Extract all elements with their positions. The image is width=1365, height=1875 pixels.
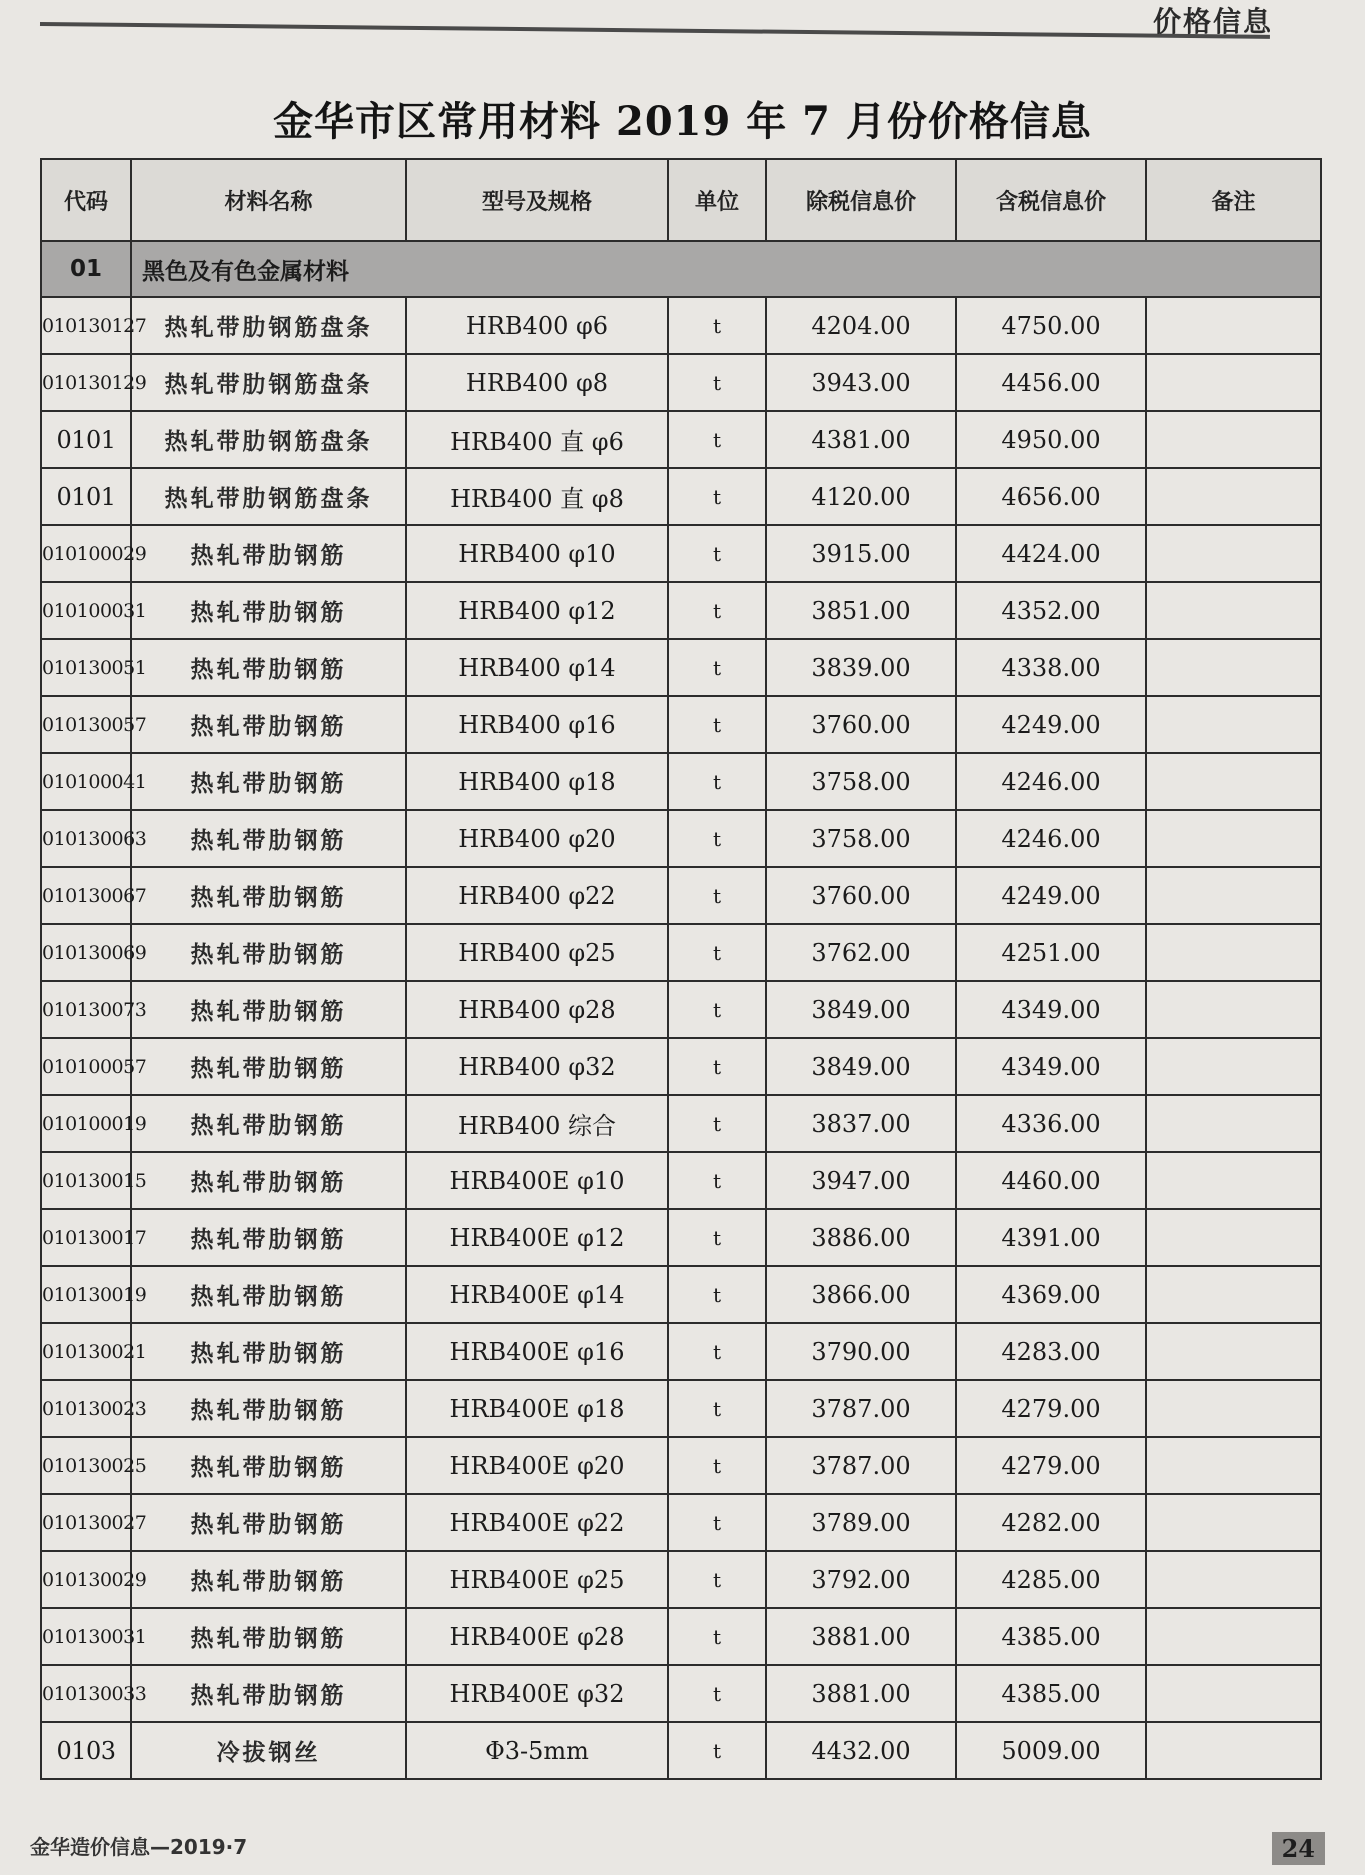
name-cell: 热轧带肋钢筋: [131, 810, 406, 867]
incl-tax-price-cell: 4456.00: [956, 354, 1146, 411]
category-name: 黑色及有色金属材料: [131, 241, 1321, 297]
unit-cell: t: [668, 1551, 766, 1608]
name-cell: 热轧带肋钢筋: [131, 1437, 406, 1494]
note-cell: [1146, 1095, 1321, 1152]
incl-tax-price-cell: 4950.00: [956, 411, 1146, 468]
pre-tax-price-cell: 3758.00: [766, 810, 956, 867]
unit-cell: t: [668, 297, 766, 354]
code-cell: 010130033: [41, 1665, 131, 1722]
code-cell: 010130015: [41, 1152, 131, 1209]
note-cell: [1146, 924, 1321, 981]
name-cell: 热轧带肋钢筋: [131, 1665, 406, 1722]
code-cell: 010100057: [41, 1038, 131, 1095]
unit-cell: t: [668, 1095, 766, 1152]
incl-tax-price-cell: 4656.00: [956, 468, 1146, 525]
name-cell: 热轧带肋钢筋: [131, 924, 406, 981]
note-cell: [1146, 354, 1321, 411]
spec-cell: HRB400 直 φ8: [406, 468, 668, 525]
name-cell: 热轧带肋钢筋盘条: [131, 297, 406, 354]
pre-tax-price-cell: 3947.00: [766, 1152, 956, 1209]
spec-cell: HRB400E φ20: [406, 1437, 668, 1494]
column-header-code: 代码: [41, 159, 131, 241]
name-cell: 热轧带肋钢筋: [131, 582, 406, 639]
note-cell: [1146, 696, 1321, 753]
pre-tax-price-cell: 3760.00: [766, 867, 956, 924]
spec-cell: HRB400E φ32: [406, 1665, 668, 1722]
unit-cell: t: [668, 582, 766, 639]
name-cell: 热轧带肋钢筋: [131, 753, 406, 810]
table-row: [41, 1722, 1321, 1779]
unit-cell: t: [668, 924, 766, 981]
name-cell: 热轧带肋钢筋: [131, 696, 406, 753]
unit-cell: t: [668, 1722, 766, 1779]
name-cell: 热轧带肋钢筋: [131, 1038, 406, 1095]
note-cell: [1146, 582, 1321, 639]
table-row: [41, 525, 1321, 582]
unit-cell: t: [668, 696, 766, 753]
name-cell: 冷拔钢丝: [131, 1722, 406, 1779]
code-cell: 010130031: [41, 1608, 131, 1665]
pre-tax-price-cell: 4432.00: [766, 1722, 956, 1779]
pre-tax-price-cell: 3881.00: [766, 1665, 956, 1722]
code-cell: 0101: [41, 411, 131, 468]
note-cell: [1146, 1323, 1321, 1380]
code-cell: 010130127: [41, 297, 131, 354]
column-header-note: 备注: [1146, 159, 1321, 241]
pre-tax-price-cell: 4120.00: [766, 468, 956, 525]
incl-tax-price-cell: 4282.00: [956, 1494, 1146, 1551]
spec-cell: HRB400E φ18: [406, 1380, 668, 1437]
unit-cell: t: [668, 753, 766, 810]
unit-cell: t: [668, 1494, 766, 1551]
spec-cell: HRB400 φ18: [406, 753, 668, 810]
spec-cell: HRB400E φ10: [406, 1152, 668, 1209]
table-row: [41, 297, 1321, 354]
pre-tax-price-cell: 3915.00: [766, 525, 956, 582]
pre-tax-price-cell: 3851.00: [766, 582, 956, 639]
pre-tax-price-cell: 3790.00: [766, 1323, 956, 1380]
pre-tax-price-cell: 3787.00: [766, 1380, 956, 1437]
code-cell: 010130025: [41, 1437, 131, 1494]
table-row: [41, 1494, 1321, 1551]
spec-cell: HRB400 综合: [406, 1095, 668, 1152]
note-cell: [1146, 867, 1321, 924]
name-cell: 热轧带肋钢筋: [131, 1551, 406, 1608]
incl-tax-price-cell: 4336.00: [956, 1095, 1146, 1152]
unit-cell: t: [668, 1323, 766, 1380]
spec-cell: HRB400 φ16: [406, 696, 668, 753]
unit-cell: t: [668, 411, 766, 468]
incl-tax-price-cell: 4424.00: [956, 525, 1146, 582]
table-row: [41, 1095, 1321, 1152]
code-cell: 010130067: [41, 867, 131, 924]
spec-cell: HRB400E φ16: [406, 1323, 668, 1380]
name-cell: 热轧带肋钢筋: [131, 1152, 406, 1209]
note-cell: [1146, 1266, 1321, 1323]
column-header-incl-tax-price: 含税信息价: [956, 159, 1146, 241]
name-cell: 热轧带肋钢筋: [131, 1266, 406, 1323]
spec-cell: HRB400 φ8: [406, 354, 668, 411]
table-row: [41, 1152, 1321, 1209]
spec-cell: HRB400 φ6: [406, 297, 668, 354]
incl-tax-price-cell: 4460.00: [956, 1152, 1146, 1209]
incl-tax-price-cell: 4750.00: [956, 297, 1146, 354]
code-cell: 010100031: [41, 582, 131, 639]
price-table: [40, 158, 1322, 1780]
spec-cell: HRB400 φ32: [406, 1038, 668, 1095]
table-row: [41, 1608, 1321, 1665]
incl-tax-price-cell: 4391.00: [956, 1209, 1146, 1266]
category-code: 01: [41, 241, 131, 297]
incl-tax-price-cell: 4385.00: [956, 1665, 1146, 1722]
table-row: [41, 924, 1321, 981]
name-cell: 热轧带肋钢筋: [131, 1209, 406, 1266]
table-row: [41, 1380, 1321, 1437]
name-cell: 热轧带肋钢筋盘条: [131, 468, 406, 525]
spec-cell: HRB400 φ20: [406, 810, 668, 867]
code-cell: 010130069: [41, 924, 131, 981]
name-cell: 热轧带肋钢筋: [131, 867, 406, 924]
name-cell: 热轧带肋钢筋: [131, 639, 406, 696]
unit-cell: t: [668, 867, 766, 924]
unit-cell: t: [668, 525, 766, 582]
name-cell: 热轧带肋钢筋盘条: [131, 354, 406, 411]
name-cell: 热轧带肋钢筋: [131, 981, 406, 1038]
column-header-unit: 单位: [668, 159, 766, 241]
code-cell: 010130017: [41, 1209, 131, 1266]
pre-tax-price-cell: 4381.00: [766, 411, 956, 468]
spec-cell: HRB400 φ12: [406, 582, 668, 639]
note-cell: [1146, 1551, 1321, 1608]
table-row: [41, 639, 1321, 696]
column-header-pre-tax-price: 除税信息价: [766, 159, 956, 241]
unit-cell: t: [668, 1380, 766, 1437]
pre-tax-price-cell: 3849.00: [766, 981, 956, 1038]
pre-tax-price-cell: 3789.00: [766, 1494, 956, 1551]
pre-tax-price-cell: 3943.00: [766, 354, 956, 411]
note-cell: [1146, 1152, 1321, 1209]
incl-tax-price-cell: 4352.00: [956, 582, 1146, 639]
spec-cell: HRB400 φ22: [406, 867, 668, 924]
spec-cell: HRB400E φ22: [406, 1494, 668, 1551]
table-row: [41, 582, 1321, 639]
spec-cell: HRB400 φ25: [406, 924, 668, 981]
note-cell: [1146, 1038, 1321, 1095]
code-cell: 010130063: [41, 810, 131, 867]
note-cell: [1146, 525, 1321, 582]
pre-tax-price-cell: 4204.00: [766, 297, 956, 354]
note-cell: [1146, 1722, 1321, 1779]
note-cell: [1146, 1437, 1321, 1494]
table-row: [41, 753, 1321, 810]
price-table-container: [40, 158, 1320, 1780]
code-cell: 010130057: [41, 696, 131, 753]
note-cell: [1146, 1209, 1321, 1266]
section-header: 价格信息: [1152, 5, 1273, 38]
pre-tax-price-cell: 3760.00: [766, 696, 956, 753]
table-row: [41, 1038, 1321, 1095]
note-cell: [1146, 468, 1321, 525]
code-cell: 010130073: [41, 981, 131, 1038]
spec-cell: Φ3-5mm: [406, 1722, 668, 1779]
publication-footer: 金华造价信息—2019·7: [30, 1835, 248, 1859]
incl-tax-price-cell: 4246.00: [956, 753, 1146, 810]
name-cell: 热轧带肋钢筋盘条: [131, 411, 406, 468]
spec-cell: HRB400E φ12: [406, 1209, 668, 1266]
table-row: [41, 354, 1321, 411]
pre-tax-price-cell: 3762.00: [766, 924, 956, 981]
unit-cell: t: [668, 468, 766, 525]
note-cell: [1146, 810, 1321, 867]
table-row: [41, 1266, 1321, 1323]
page-number: 24: [1272, 1832, 1325, 1865]
pre-tax-price-cell: 3849.00: [766, 1038, 956, 1095]
note-cell: [1146, 1494, 1321, 1551]
incl-tax-price-cell: 4251.00: [956, 924, 1146, 981]
code-cell: 010100029: [41, 525, 131, 582]
table-row: [41, 810, 1321, 867]
table-row: [41, 411, 1321, 468]
table-row: [41, 1323, 1321, 1380]
note-cell: [1146, 411, 1321, 468]
pre-tax-price-cell: 3886.00: [766, 1209, 956, 1266]
table-row: [41, 468, 1321, 525]
unit-cell: t: [668, 1266, 766, 1323]
table-row: [41, 867, 1321, 924]
spec-cell: HRB400E φ25: [406, 1551, 668, 1608]
unit-cell: t: [668, 981, 766, 1038]
code-cell: 0101: [41, 468, 131, 525]
code-cell: 010100019: [41, 1095, 131, 1152]
unit-cell: t: [668, 1152, 766, 1209]
spec-cell: HRB400 φ28: [406, 981, 668, 1038]
category-row: [41, 241, 1321, 297]
spec-cell: HRB400 直 φ6: [406, 411, 668, 468]
incl-tax-price-cell: 4249.00: [956, 867, 1146, 924]
unit-cell: t: [668, 1209, 766, 1266]
name-cell: 热轧带肋钢筋: [131, 1095, 406, 1152]
pre-tax-price-cell: 3866.00: [766, 1266, 956, 1323]
note-cell: [1146, 981, 1321, 1038]
note-cell: [1146, 753, 1321, 810]
note-cell: [1146, 1380, 1321, 1437]
pre-tax-price-cell: 3792.00: [766, 1551, 956, 1608]
incl-tax-price-cell: 4285.00: [956, 1551, 1146, 1608]
code-cell: 010130051: [41, 639, 131, 696]
incl-tax-price-cell: 4385.00: [956, 1608, 1146, 1665]
code-cell: 0103: [41, 1722, 131, 1779]
unit-cell: t: [668, 1038, 766, 1095]
code-cell: 010130029: [41, 1551, 131, 1608]
code-cell: 010130129: [41, 354, 131, 411]
incl-tax-price-cell: 4338.00: [956, 639, 1146, 696]
header-rule: [40, 22, 1270, 39]
table-row: [41, 1665, 1321, 1722]
unit-cell: t: [668, 1608, 766, 1665]
table-row: [41, 981, 1321, 1038]
table-row: [41, 1437, 1321, 1494]
incl-tax-price-cell: 4279.00: [956, 1380, 1146, 1437]
table-header-row: [41, 159, 1321, 241]
incl-tax-price-cell: 4249.00: [956, 696, 1146, 753]
spec-cell: HRB400 φ14: [406, 639, 668, 696]
unit-cell: t: [668, 639, 766, 696]
spec-cell: HRB400E φ14: [406, 1266, 668, 1323]
incl-tax-price-cell: 4279.00: [956, 1437, 1146, 1494]
unit-cell: t: [668, 1437, 766, 1494]
name-cell: 热轧带肋钢筋: [131, 1323, 406, 1380]
spec-cell: HRB400E φ28: [406, 1608, 668, 1665]
spec-cell: HRB400 φ10: [406, 525, 668, 582]
incl-tax-price-cell: 5009.00: [956, 1722, 1146, 1779]
code-cell: 010130027: [41, 1494, 131, 1551]
pre-tax-price-cell: 3837.00: [766, 1095, 956, 1152]
table-row: [41, 1551, 1321, 1608]
pre-tax-price-cell: 3758.00: [766, 753, 956, 810]
incl-tax-price-cell: 4349.00: [956, 1038, 1146, 1095]
unit-cell: t: [668, 810, 766, 867]
note-cell: [1146, 639, 1321, 696]
name-cell: 热轧带肋钢筋: [131, 1494, 406, 1551]
name-cell: 热轧带肋钢筋: [131, 1608, 406, 1665]
page-title: 金华市区常用材料 2019 年 7 月份价格信息: [273, 98, 1092, 145]
table-row: [41, 1209, 1321, 1266]
code-cell: 010130023: [41, 1380, 131, 1437]
incl-tax-price-cell: 4246.00: [956, 810, 1146, 867]
unit-cell: t: [668, 1665, 766, 1722]
pre-tax-price-cell: 3839.00: [766, 639, 956, 696]
incl-tax-price-cell: 4283.00: [956, 1323, 1146, 1380]
name-cell: 热轧带肋钢筋: [131, 525, 406, 582]
note-cell: [1146, 1665, 1321, 1722]
code-cell: 010130021: [41, 1323, 131, 1380]
table-body: [41, 241, 1321, 1779]
note-cell: [1146, 297, 1321, 354]
name-cell: 热轧带肋钢筋: [131, 1380, 406, 1437]
pre-tax-price-cell: 3787.00: [766, 1437, 956, 1494]
table-row: [41, 696, 1321, 753]
unit-cell: t: [668, 354, 766, 411]
incl-tax-price-cell: 4369.00: [956, 1266, 1146, 1323]
column-header-spec: 型号及规格: [406, 159, 668, 241]
pre-tax-price-cell: 3881.00: [766, 1608, 956, 1665]
code-cell: 010130019: [41, 1266, 131, 1323]
note-cell: [1146, 1608, 1321, 1665]
incl-tax-price-cell: 4349.00: [956, 981, 1146, 1038]
code-cell: 010100041: [41, 753, 131, 810]
column-header-name: 材料名称: [131, 159, 406, 241]
